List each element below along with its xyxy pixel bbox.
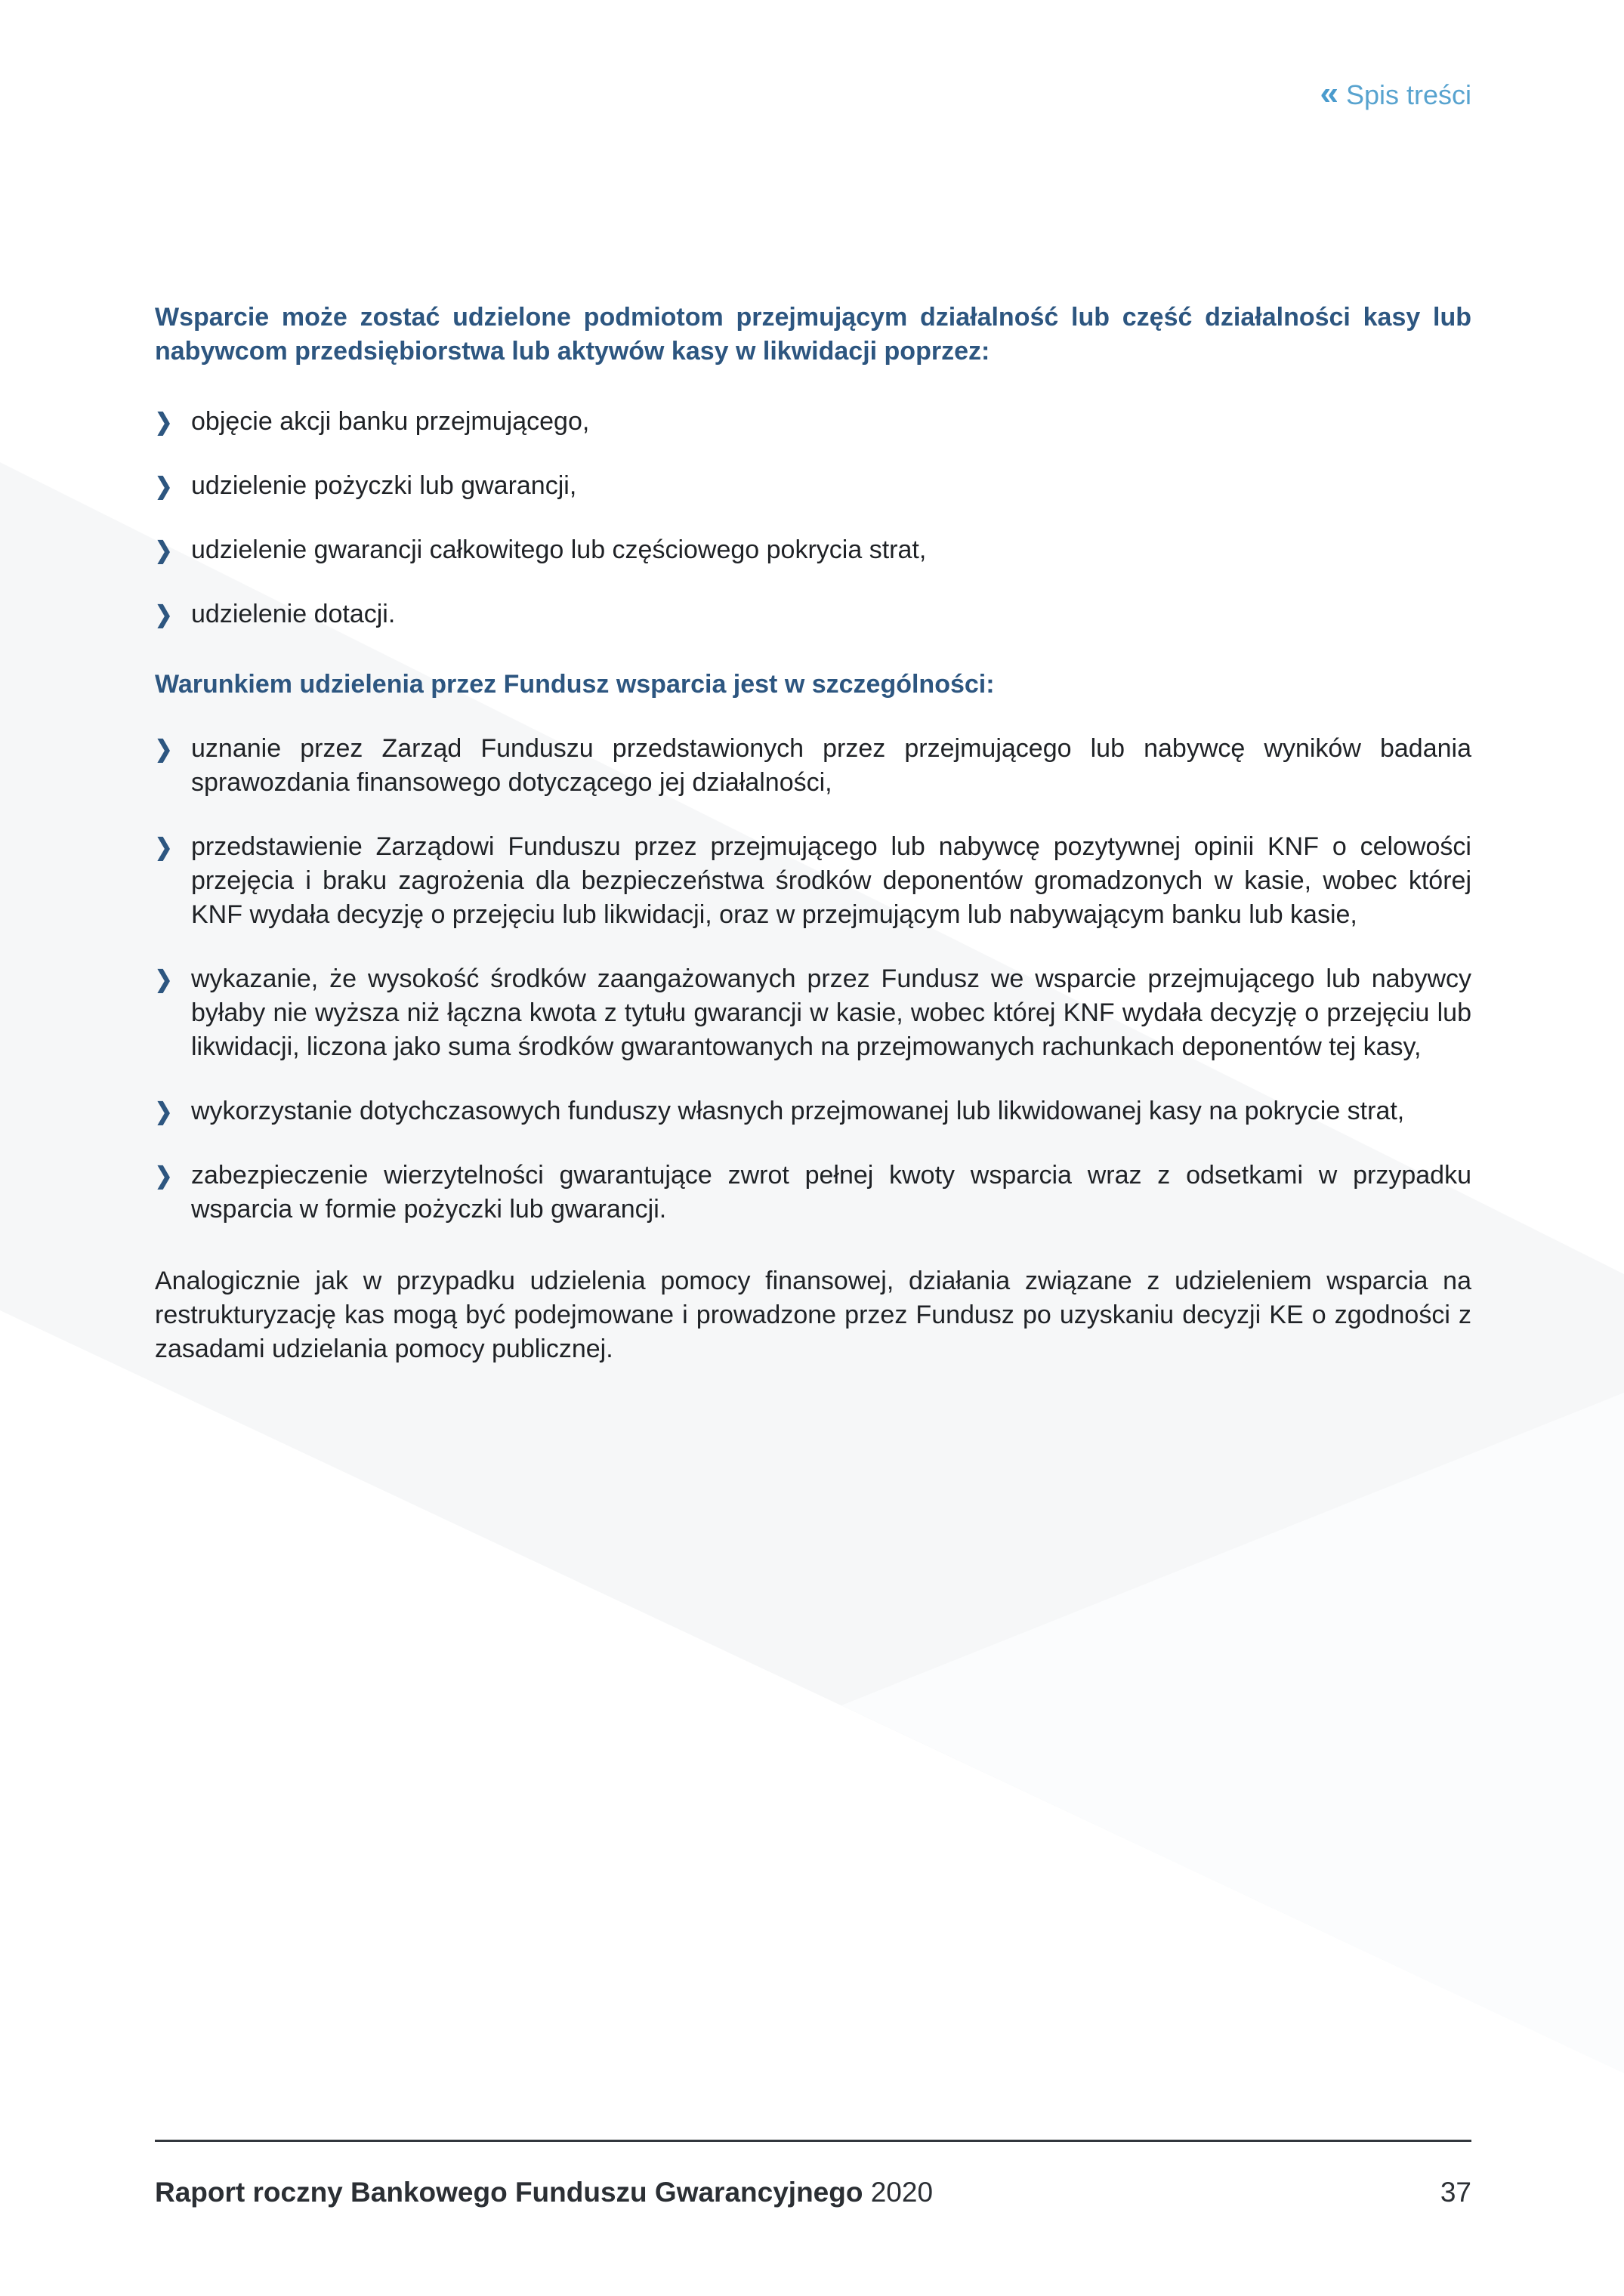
list-item [155,732,1471,800]
list-item-text: wykorzystanie dotychczasowych funduszy własnych przejmowanej lub likwidowanej kasy na pokrycie strat, [191,1097,1405,1125]
list-item [155,1159,1471,1227]
list-item-text: udzielenie pożyczki lub gwarancji, [191,471,577,500]
chevron-bullet-icon: ❯ [155,736,173,762]
toc-link[interactable] [1320,75,1471,112]
list-item-text: udzielenie gwarancji całkowitego lub częściowego pokrycia strat, [191,535,927,564]
page-footer [155,2140,1471,2208]
main-content [155,301,1471,1366]
list-item [155,405,1471,439]
page-number: 37 [1440,2177,1471,2208]
list-item-text: wykazanie, że wysokość środków zaangażowanych przez Fundusz we wsparcie przejmującego lub nabywcy byłaby nie wyższa niż łączna kwota z tytułu gwarancji w kasie, wobec której KNF wydała decyzję o przejęciu lub likwidacji, liczona jako suma środków gwarantowanych na przejmowanych rachunkach deponentów tej kasy, [191,964,1471,1061]
support-forms-list [155,405,1471,631]
chevron-bullet-icon: ❯ [155,834,173,860]
list-item [155,533,1471,567]
list-item-text: uznanie przez Zarząd Funduszu przedstawionych przez przejmującego lub nabywcę wyników badania sprawozdania finansowego dotyczącego jej działalności, [191,734,1471,797]
closing-paragraph: Analogicznie jak w przypadku udzielenia pomocy finansowej, działania związane z udzieleniem wsparcia na restrukturyzację kas mogą być podejmowane i prowadzone przez Fundusz po uzyskaniu decyzji KE o zgodności z zasadami udzielania pomocy publicznej. [155,1267,1471,1363]
toc-link-label: Spis treści [1345,79,1471,110]
chevron-bullet-icon: ❯ [155,409,173,435]
chevron-bullet-icon: ❯ [155,966,173,992]
list-item-text: zabezpieczenie wierzytelności gwarantujące zwrot pełnej kwoty wsparcia wraz z odsetkami w przypadku wsparcia w formie pożyczki lub gwarancji. [191,1161,1471,1224]
chevron-bullet-icon: ❯ [155,537,173,563]
chevron-bullet-icon: ❯ [155,601,173,628]
list-item [155,469,1471,503]
list-item [155,962,1471,1064]
list-item [155,597,1471,631]
chevron-bullet-icon: ❯ [155,1162,173,1189]
list-item [155,830,1471,932]
list-item-text: objęcie akcji banku przejmującego, [191,407,590,436]
footer-title-bold: Raport roczny Bankowego Funduszu Gwarancyjnego [155,2177,863,2208]
list-item [155,1094,1471,1128]
chevron-bullet-icon: ❯ [155,1098,173,1125]
intro-paragraph: Wsparcie może zostać udzielone podmiotom przejmującym działalność lub część działalności kasy lub nabywcom przedsiębiorstwa lub aktywów kasy w likwidacji poprzez: [155,303,1471,366]
support-conditions-list [155,732,1471,1227]
footer-title [155,2177,933,2208]
footer-year: 2020 [870,2177,934,2208]
list-item-text: udzielenie dotacji. [191,600,396,628]
section-heading: Warunkiem udzielenia przez Fundusz wsparcia jest w szczególności: [155,670,995,699]
list-item-text: przedstawienie Zarządowi Funduszu przez przejmującego lub nabywcę pozytywnej opinii KNF o celowości przejęcia i braku zagrożenia dla bezpieczeństwa środków deponentów gromadzonych w kasie, wobec której KNF wydała decyzję o przejęciu lub likwidacji, oraz w przejmującym lub nabywającym banku lub kasie, [191,832,1471,929]
double-left-chevron-icon: « [1320,75,1338,112]
chevron-bullet-icon: ❯ [155,473,173,499]
